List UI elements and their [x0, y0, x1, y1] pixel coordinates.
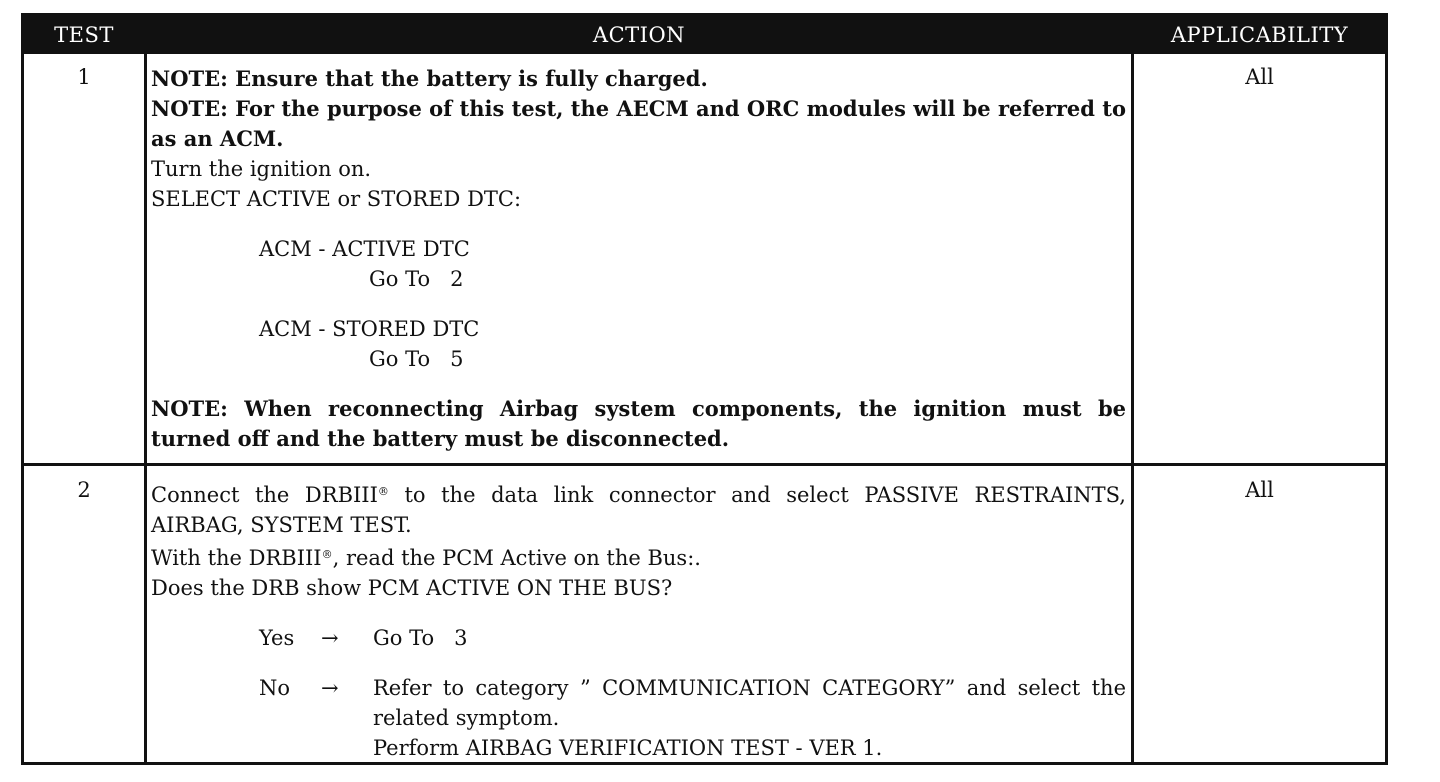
instruction-text: Turn the ignition on.: [151, 157, 372, 181]
arrow-icon: →: [321, 676, 339, 700]
no-branch-text: Refer to category ” COMMUNICATION CATEGORY” and select the related symptom.: [373, 676, 1126, 730]
yes-branch: [151, 623, 1126, 653]
test-number: 1: [77, 65, 91, 89]
row-divider: [24, 463, 1385, 466]
goto-text: Go To 2: [369, 267, 464, 291]
instruction-text: SELECT ACTIVE or STORED DTC:: [151, 187, 522, 211]
arrow-icon: →: [321, 626, 339, 650]
header-applicability: APPLICABILITY: [1170, 23, 1349, 47]
instruction-text: With the DRBIII®, read the PCM Active on the Bus:.: [151, 546, 701, 570]
action-cell: [151, 64, 1126, 454]
no-branch-text: Perform AIRBAG VERIFICATION TEST - VER 1.: [373, 736, 883, 760]
yes-label: Yes: [259, 626, 295, 650]
goto-text: Go To 3: [373, 626, 468, 650]
header-action: ACTION: [592, 23, 686, 47]
no-branch: [151, 673, 1126, 763]
question-text: Does the DRB show PCM ACTIVE ON THE BUS?: [151, 576, 673, 600]
diagnostic-test-table: [21, 13, 1388, 765]
header-test: TEST: [54, 23, 114, 47]
no-label: No: [259, 676, 291, 700]
instruction-text: Connect the DRBIII® to the data link connector and select PASSIVE RESTRAINTS, AIRBAG, SYSTEM TEST.: [151, 483, 1126, 537]
column-divider: [1131, 54, 1134, 762]
test-number: 2: [77, 478, 91, 502]
note-text: NOTE: When reconnecting Airbag system components, the ignition must be turned off and the battery must be disconnected.: [151, 396, 1126, 451]
note-text: NOTE: For the purpose of this test, the AECM and ORC modules will be referred to as an ACM.: [151, 96, 1126, 151]
option-label: ACM - STORED DTC: [259, 317, 480, 341]
applicability-value: All: [1245, 478, 1274, 502]
action-cell: [151, 477, 1126, 763]
option-label: ACM - ACTIVE DTC: [259, 237, 470, 261]
table-header: [24, 16, 1385, 54]
goto-text: Go To 5: [369, 347, 464, 371]
note-text: NOTE: Ensure that the battery is fully charged.: [151, 66, 708, 91]
applicability-value: All: [1245, 65, 1274, 89]
column-divider: [144, 54, 147, 762]
